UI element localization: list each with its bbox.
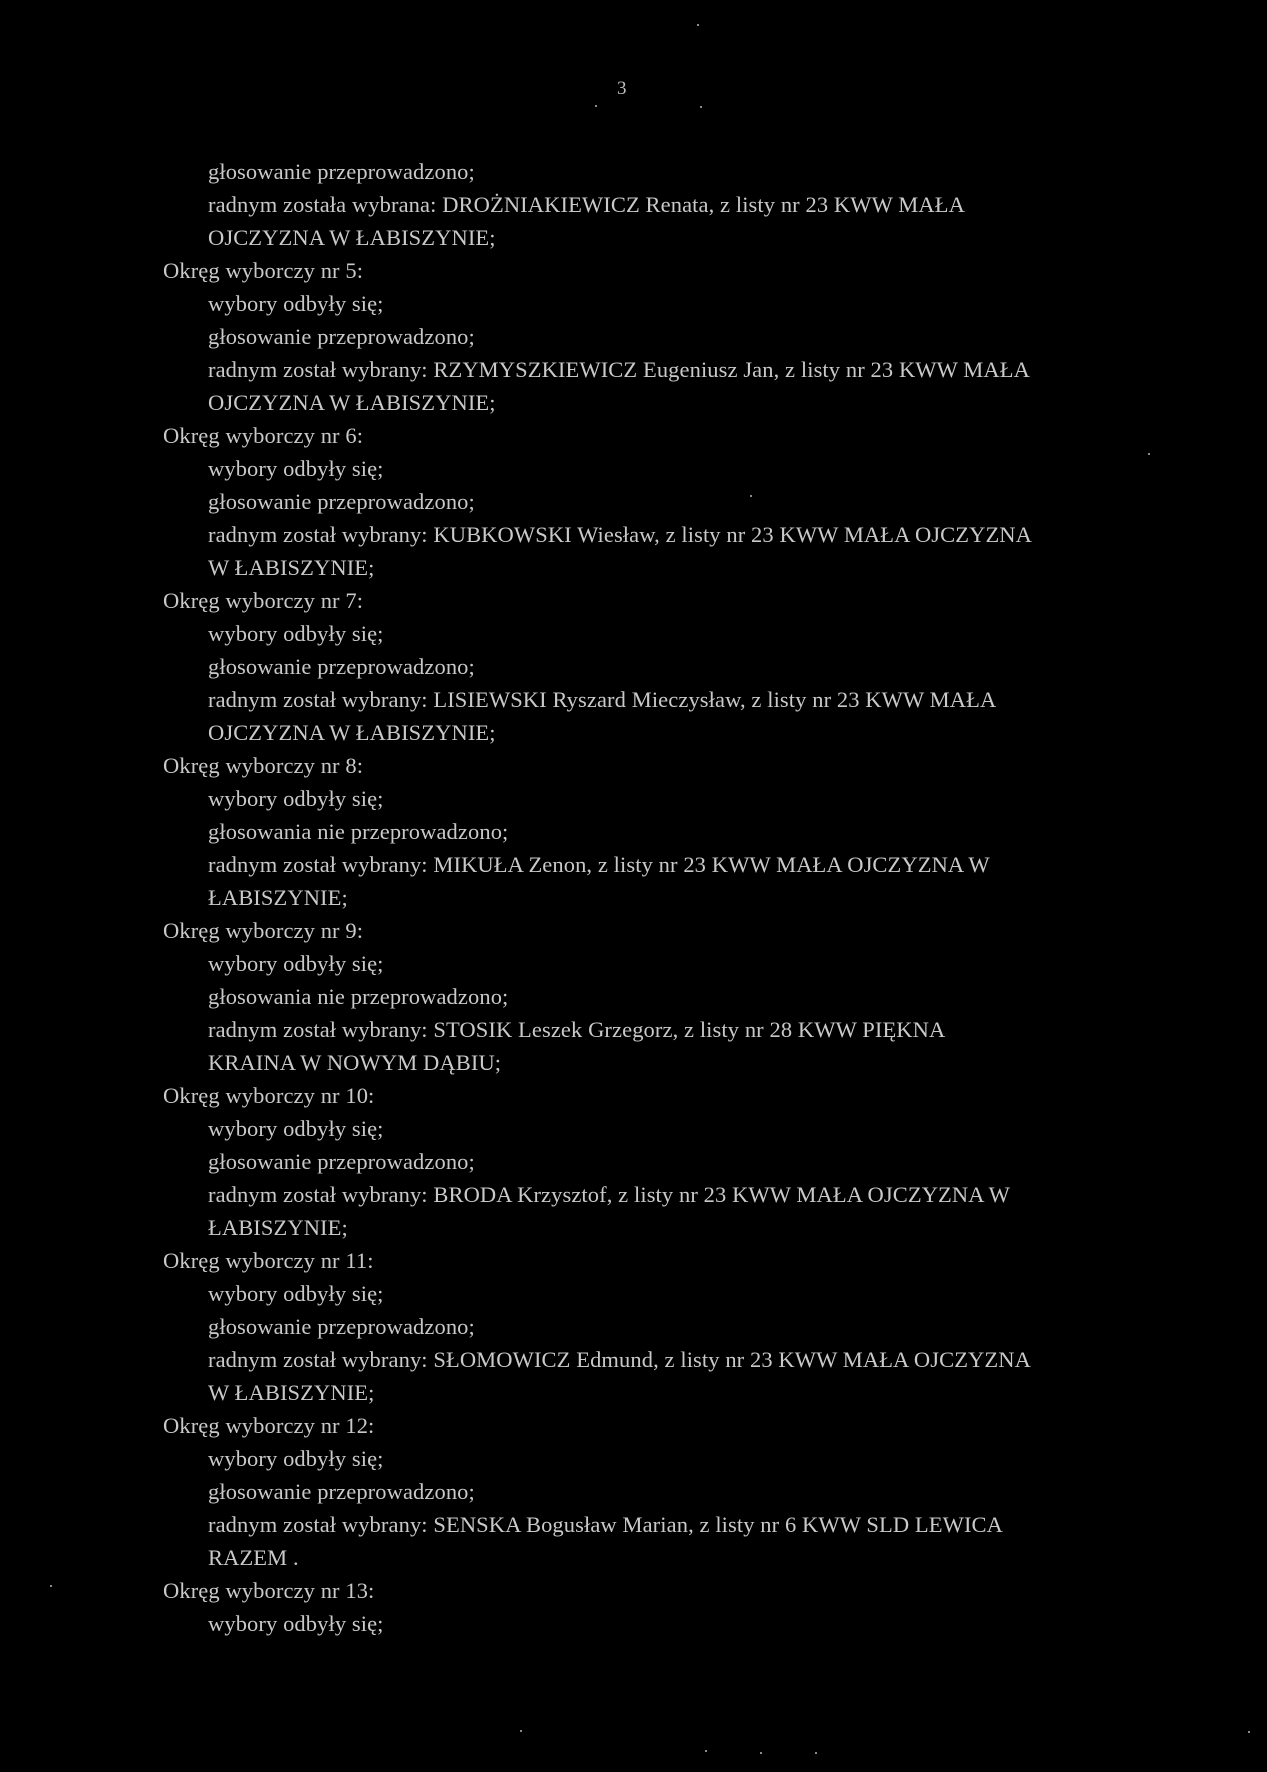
text-line: radnym został wybrany: LISIEWSKI Ryszard Mieczysław, z listy nr 23 KWW MAŁA [208,687,997,712]
text-line: głosowanie przeprowadzono; [208,654,475,679]
district-heading: Okręg wyborczy nr 11: [163,1248,374,1273]
text-line: radnym została wybrana: DROŻNIAKIEWICZ Renata, z listy nr 23 KWW MAŁA [208,192,965,217]
text-line: głosowanie przeprowadzono; [208,159,475,184]
text-line: wybory odbyły się; [208,786,384,811]
scan-speck [1248,1731,1250,1733]
scan-speck [520,1730,522,1732]
text-line: radnym został wybrany: SŁOMOWICZ Edmund, z listy nr 23 KWW MAŁA OJCZYZNA [208,1347,1031,1372]
scan-speck [815,1752,817,1754]
text-line: wybory odbyły się; [208,1116,384,1141]
text-line: OJCZYZNA W ŁABISZYNIE; [208,390,496,415]
text-line: wybory odbyły się; [208,1611,384,1636]
text-line: OJCZYZNA W ŁABISZYNIE; [208,720,496,745]
text-line: głosowanie przeprowadzono; [208,1314,475,1339]
district-heading: Okręg wyborczy nr 12: [163,1413,375,1438]
district-heading: Okręg wyborczy nr 13: [163,1578,375,1603]
text-line: radnym został wybrany: STOSIK Leszek Grzegorz, z listy nr 28 KWW PIĘKNA [208,1017,946,1042]
text-line: radnym został wybrany: RZYMYSZKIEWICZ Eugeniusz Jan, z listy nr 23 KWW MAŁA [208,357,1030,382]
text-line: wybory odbyły się; [208,291,384,316]
text-line: głosowania nie przeprowadzono; [208,984,509,1009]
district-heading: Okręg wyborczy nr 7: [163,588,364,613]
text-line: radnym został wybrany: KUBKOWSKI Wiesław, z listy nr 23 KWW MAŁA OJCZYZNA [208,522,1032,547]
text-line: ŁABISZYNIE; [208,1215,348,1240]
text-line: wybory odbyły się; [208,621,384,646]
text-line: wybory odbyły się; [208,1281,384,1306]
district-heading: Okręg wyborczy nr 10: [163,1083,375,1108]
district-heading: Okręg wyborczy nr 9: [163,918,364,943]
text-line: wybory odbyły się; [208,1446,384,1471]
text-line: wybory odbyły się; [208,951,384,976]
district-heading: Okręg wyborczy nr 6: [163,423,364,448]
scan-speck [697,24,699,26]
text-line: radnym został wybrany: SENSKA Bogusław Marian, z listy nr 6 KWW SLD LEWICA [208,1512,1003,1537]
text-line: OJCZYZNA W ŁABISZYNIE; [208,225,496,250]
scan-speck [705,1750,707,1752]
scan-speck [760,1752,762,1754]
scan-speck [595,105,597,107]
district-heading: Okręg wyborczy nr 8: [163,753,364,778]
scan-speck [750,495,752,497]
scan-speck [700,106,702,108]
text-line: W ŁABISZYNIE; [208,1380,375,1405]
text-line: głosowanie przeprowadzono; [208,324,475,349]
text-line: głosowania nie przeprowadzono; [208,819,509,844]
scan-speck [50,1585,52,1587]
text-line: radnym został wybrany: MIKUŁA Zenon, z listy nr 23 KWW MAŁA OJCZYZNA W [208,852,990,877]
scan-speck [1148,453,1150,455]
page-number: 3 [617,78,627,99]
text-line: głosowanie przeprowadzono; [208,1479,475,1504]
text-line: W ŁABISZYNIE; [208,555,375,580]
text-line: głosowanie przeprowadzono; [208,1149,475,1174]
text-line: głosowanie przeprowadzono; [208,489,475,514]
district-heading: Okręg wyborczy nr 5: [163,258,364,283]
text-line: KRAINA W NOWYM DĄBIU; [208,1050,502,1075]
text-line: ŁABISZYNIE; [208,885,348,910]
text-line: radnym został wybrany: BRODA Krzysztof, z listy nr 23 KWW MAŁA OJCZYZNA W [208,1182,1010,1207]
text-line: wybory odbyły się; [208,456,384,481]
text-line: RAZEM . [208,1545,299,1570]
